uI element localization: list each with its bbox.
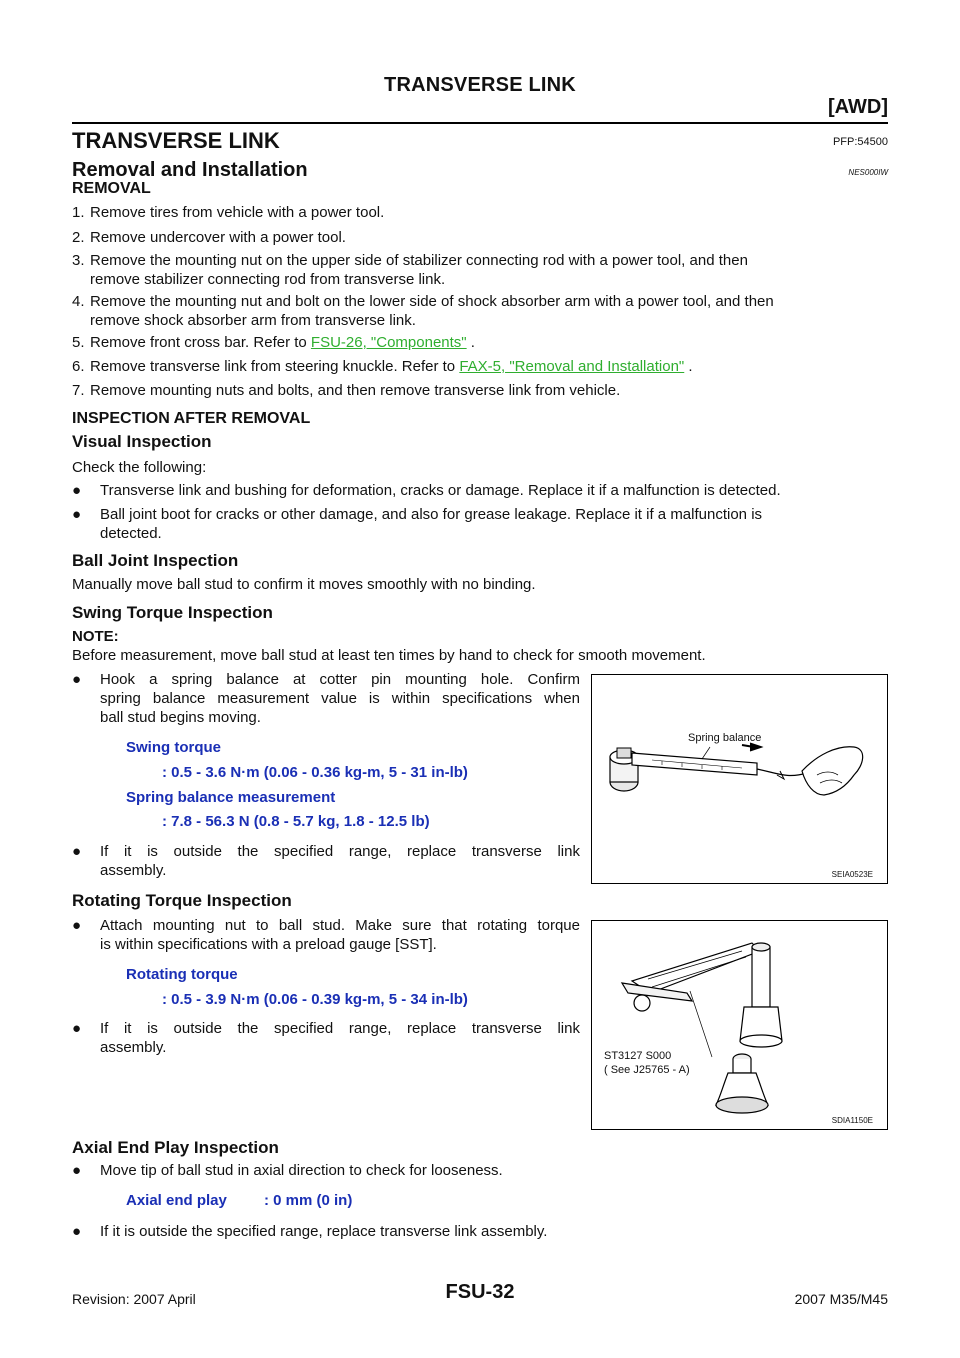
note-text: Before measurement, move ball stud at least ten times by hand to check for smooth movement.	[72, 647, 706, 664]
note-label: NOTE:	[72, 628, 119, 645]
ref-link-fsu26[interactable]: FSU-26, "Components"	[310, 334, 467, 351]
bullet-icon: ●	[72, 1223, 82, 1240]
axial-bullet-1: ● Move tip of ball stud in axial direction to check for looseness.	[72, 1162, 503, 1179]
axial-bullet-2: ● If it is outside the specified range, replace transverse link assembly.	[72, 1223, 548, 1240]
swing-torque-label: Swing torque	[126, 739, 221, 756]
running-header-title: TRANSVERSE LINK	[384, 74, 576, 96]
ball-joint-heading: Ball Joint Inspection	[72, 551, 239, 570]
footer-revision: Revision: 2007 April	[72, 1291, 196, 1307]
spring-balance-illustration	[592, 675, 887, 883]
removal-step-3: 3. Remove the mounting nut on the upper side of stabilizer connecting rod with a power tool, and then remove stabilizer connecting rod from transverse link.	[72, 252, 748, 288]
rotating-torque-label: Rotating torque	[126, 966, 238, 983]
visual-inspection-heading: Visual Inspection	[72, 432, 212, 451]
visual-intro: Check the following:	[72, 459, 207, 476]
bullet-icon: ●	[72, 671, 82, 688]
rotating-torque-value: : 0.5 - 3.9 N·m (0.06 - 0.39 kg-m, 5 - 34 in-lb)	[162, 991, 468, 1008]
bullet-icon: ●	[72, 1162, 82, 1179]
figure-preload-gauge	[591, 920, 888, 1130]
ball-joint-text: Manually move ball stud to confirm it moves smoothly with no binding.	[72, 576, 536, 593]
bullet-icon: ●	[72, 843, 82, 860]
bullet-icon: ●	[72, 506, 82, 523]
spring-balance-figure-label: Spring balance	[688, 732, 762, 744]
visual-bullet-2: ● Ball joint boot for cracks or other damage, and also for grease leakage. Replace it if a malfunction is detected.	[72, 506, 763, 542]
bullet-icon: ●	[72, 1020, 82, 1037]
bullet-icon: ●	[72, 482, 82, 499]
sst-reference-label: ( See J25765 - A)	[604, 1064, 690, 1076]
removal-heading: REMOVAL	[72, 180, 151, 197]
removal-step-6: 6. Remove transverse link from steering knuckle. Refer to FAX-5, "Removal and Installation" .	[72, 358, 693, 375]
removal-step-4: 4. Remove the mounting nut and bolt on the lower side of shock absorber arm with a power tool, and then remove shock absorber arm from transverse link.	[72, 293, 774, 329]
removal-step-5: 5. Remove front cross bar. Refer to FSU-26, "Components" .	[72, 334, 475, 351]
preload-gauge-illustration	[592, 921, 887, 1129]
section-title: TRANSVERSE LINK	[72, 128, 280, 153]
axial-end-play-label: Axial end play	[126, 1192, 227, 1209]
spring-balance-label: Spring balance measurement	[126, 789, 336, 806]
sst-number-label: ST3127 S000	[604, 1050, 672, 1062]
removal-step-1: 1. Remove tires from vehicle with a power tool.	[72, 204, 385, 221]
visual-bullet-1: ● Transverse link and bushing for deformation, cracks or damage. Replace it if a malfunction is detected.	[72, 482, 781, 499]
rotating-bullet-2: ● If it is outside the specified range, replace transverse link assembly.	[72, 1020, 580, 1056]
swing-torque-heading: Swing Torque Inspection	[72, 603, 273, 622]
page-number: FSU-32	[445, 1281, 515, 1303]
inspection-heading: INSPECTION AFTER REMOVAL	[72, 410, 311, 427]
pfp-code: PFP:54500	[832, 136, 888, 148]
header-rule	[72, 122, 888, 124]
rotating-bullet-1: ● Attach mounting nut to ball stud. Make sure that rotating torque is within specifications with a preload gauge [SST].	[72, 917, 580, 953]
swing-torque-value: : 0.5 - 3.6 N·m (0.06 - 0.36 kg-m, 5 - 31 in-lb)	[162, 764, 468, 781]
subsection-code: NES000IW	[848, 168, 888, 177]
bullet-icon: ●	[72, 917, 82, 934]
subsection-title: Removal and Installation	[72, 159, 308, 181]
axial-end-play-heading: Axial End Play Inspection	[72, 1138, 279, 1157]
spring-balance-value: : 7.8 - 56.3 N (0.8 - 5.7 kg, 1.8 - 12.5 lb)	[162, 813, 430, 830]
axial-end-play-value: : 0 mm (0 in)	[264, 1192, 353, 1209]
swing-bullet-2: ● If it is outside the specified range, replace transverse link assembly.	[72, 843, 580, 879]
removal-step-2: 2. Remove undercover with a power tool.	[72, 229, 346, 246]
footer-model: 2007 M35/M45	[794, 1291, 888, 1307]
figure-id-sdia1150e: SDIA1150E	[831, 1116, 873, 1125]
swing-bullet-1: ● Hook a spring balance at cotter pin mounting hole. Confirm spring balance measurement value is within specifications when ball stud begins moving.	[72, 671, 580, 726]
removal-step-7: 7. Remove mounting nuts and bolts, and then remove transverse link from vehicle.	[72, 382, 621, 399]
figure-id-seia0523e: SEIA0523E	[831, 870, 873, 879]
rotating-torque-heading: Rotating Torque Inspection	[72, 891, 292, 910]
figure-spring-balance	[591, 674, 888, 884]
running-header-variant: [AWD]	[828, 96, 888, 118]
ref-link-fax5[interactable]: FAX-5, "Removal and Installation"	[459, 358, 685, 375]
